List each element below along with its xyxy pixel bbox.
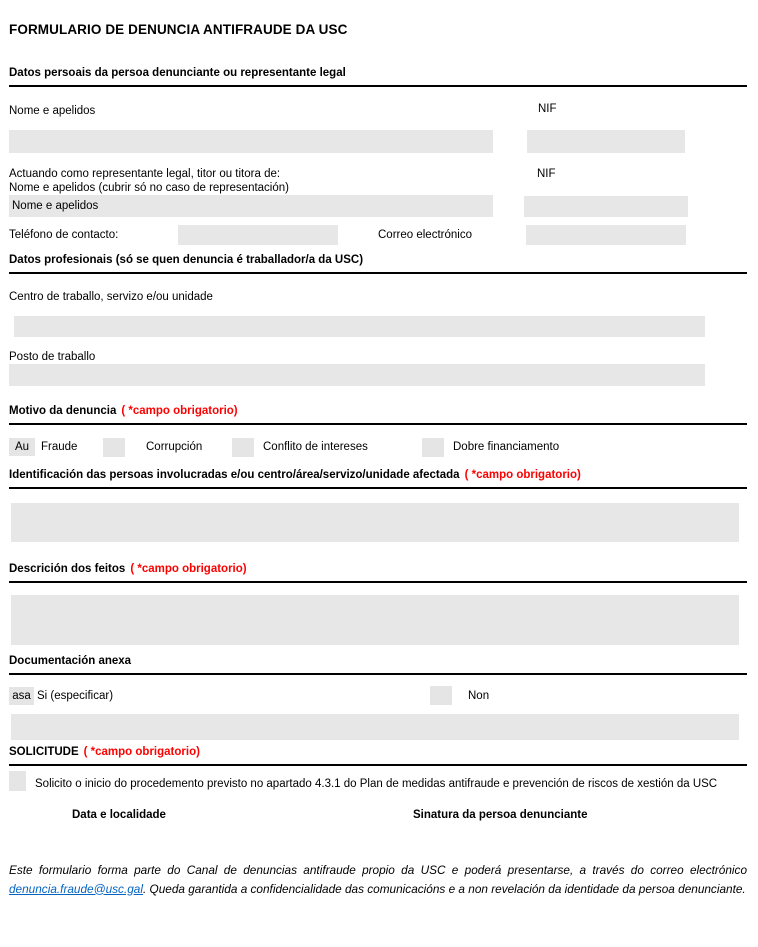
date-signature-row [9,808,747,823]
footer-text-after-link: . Queda garantida a confidencialidade das comunicacións e a non revelación da identidade da persoa denunciante. [142,881,746,896]
description-heading-text: Descrición dos feitos [9,563,126,575]
professional-heading-text: Datos profesionais (só se quen denuncia é traballador/a da USC) [9,254,364,266]
email-label: Correo electrónico [378,229,472,241]
section-heading-attachments [9,655,747,675]
attachments-heading-text: Documentación anexa [9,655,132,667]
personal-heading-text: Datos persoais da persoa denunciante ou representante legal [9,67,346,79]
description-required-note: ( *campo obrigatorio) [130,563,247,575]
signature-label: Sinatura da persoa denunciante [413,809,588,821]
section-heading-professional-data [9,254,747,274]
job-position-input[interactable] [9,364,705,386]
name-input[interactable] [9,130,493,153]
request-statement-text: Solicito o inicio do procedemento previsto no apartado 4.3.1 do Plan de medidas antifraude e prevención de riscos de xestión da USC [35,778,718,790]
corruption-checkbox[interactable] [103,438,125,457]
form-title: FORMULARIO DE DENUNCIA ANTIFRAUDE DA USC [9,22,348,37]
rep-name-nif-field-row [9,195,747,217]
attachments-yes-label: Si (especificar) [37,690,114,702]
name-nif-field-row [9,130,747,153]
section-heading-personal-data [9,67,747,87]
conflict-of-interest-checkbox[interactable] [232,438,254,457]
identification-required-note: ( *campo obrigatorio) [464,469,581,481]
option-label-corrupcion: Corrupción [146,441,203,453]
request-required-note: ( *campo obrigatorio) [83,746,200,758]
representative-labels-block [9,167,747,195]
section-heading-identification [9,469,747,489]
reason-heading-text: Motivo da denuncia [9,405,117,417]
nif-input[interactable] [527,130,685,153]
footer-note [9,861,747,898]
option-label-fraude: Fraude [41,441,78,453]
email-input[interactable] [526,225,686,245]
phone-input[interactable] [178,225,338,245]
phone-email-row [9,225,747,246]
rep-nif-input[interactable] [524,196,688,217]
work-center-input[interactable] [14,316,705,337]
double-funding-checkbox[interactable] [422,438,444,457]
rep-name-label: Nome e apelidos (cubrir só no caso de representación) [9,182,289,194]
rep-name-input[interactable]: Nome e apelidos [9,195,493,217]
date-locality-label: Data e localidade [72,809,166,821]
identification-textarea[interactable] [11,503,739,542]
fraud-checkbox[interactable]: Au [9,438,35,456]
work-center-label: Centro de traballo, servizo e/ou unidade [9,291,213,303]
acting-as-label: Actuando como representante legal, titor ou titora de: [9,168,281,180]
nif-label: NIF [538,103,557,115]
attachments-yes-no-row [9,687,747,705]
job-position-label: Posto de traballo [9,351,96,363]
attachments-no-label: Non [468,690,490,702]
request-statement-block [9,774,747,794]
request-heading-text: SOLICITUDE [9,746,79,758]
complaint-email-link[interactable]: denuncia.fraude@usc.gal [9,881,143,896]
option-label-dobre: Dobre financiamento [453,441,560,453]
section-heading-request [9,746,747,766]
phone-label: Teléfono de contacto: [9,229,119,241]
attachments-specify-input[interactable] [11,714,739,740]
footer-text-before-link: Este formulario forma parte do Canal de denuncias antifraude propio da USC e poderá presentarse, a través do correo electrónico [9,863,747,877]
request-consent-checkbox[interactable] [9,771,26,791]
name-nif-label-row [9,104,747,118]
rep-nif-label: NIF [537,168,556,180]
attachments-yes-checkbox[interactable]: asa [9,687,34,705]
section-heading-description [9,563,747,583]
name-label: Nome e apelidos [9,105,96,117]
option-label-conflito: Conflito de intereses [263,441,368,453]
reason-required-note: ( *campo obrigatorio) [121,405,238,417]
section-heading-reason [9,405,747,425]
identification-heading-text: Identificación das persoas involucradas e/ou centro/área/servizo/unidade afectada [9,469,460,481]
description-textarea[interactable] [11,595,739,645]
attachments-no-checkbox[interactable] [430,686,452,705]
reason-options-row [9,438,747,457]
